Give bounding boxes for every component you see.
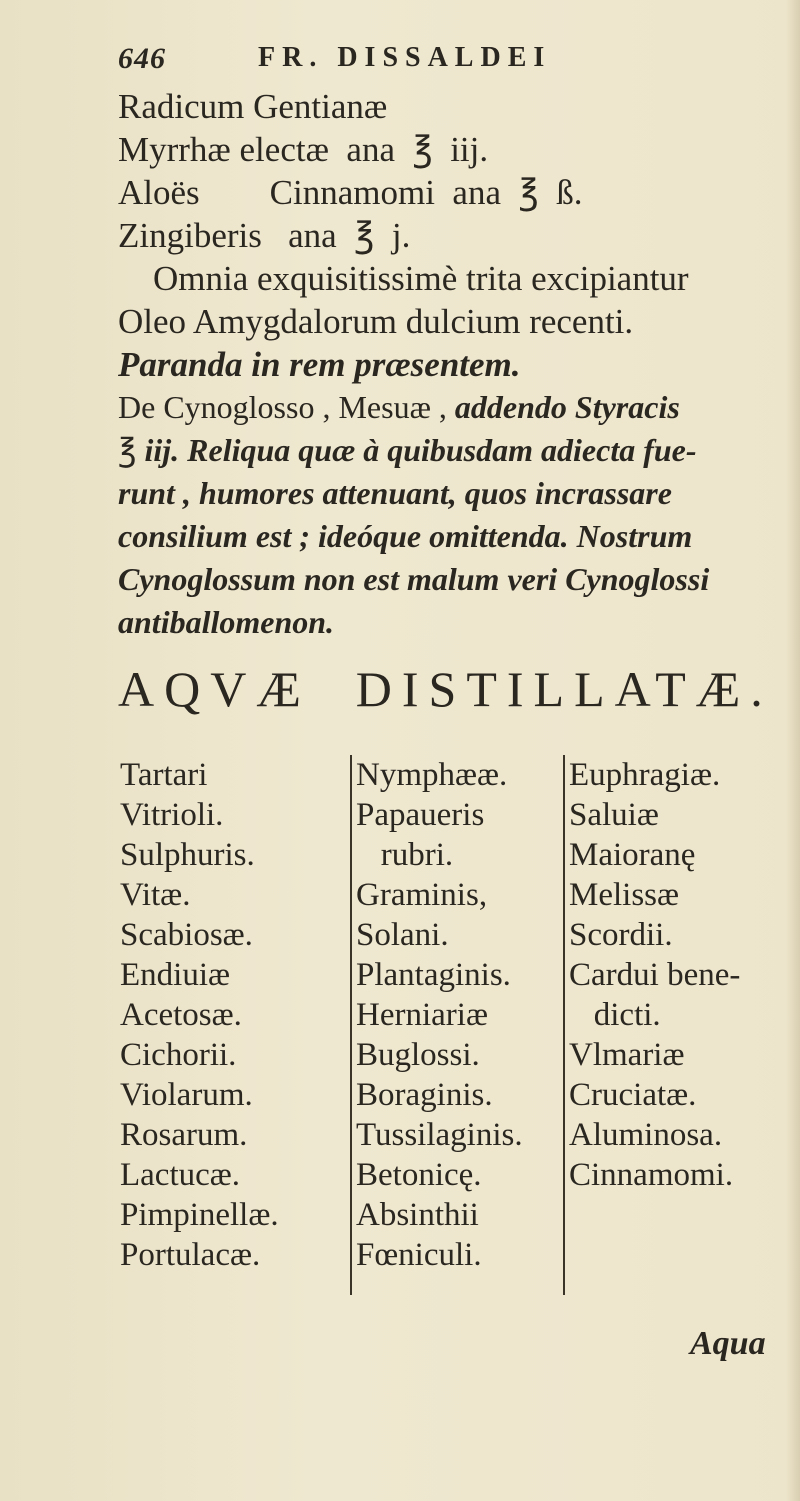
list-item: Cichorii. [120, 1037, 237, 1073]
list-item: Melissæ [569, 877, 680, 913]
recipe-line: Omnia exquisitissimè trita excipiantur [118, 259, 689, 298]
section-title: AQVÆ DISTILLATÆ. [118, 661, 773, 717]
page-edge-shadow [786, 0, 800, 1501]
list-item: Sulphuris. [120, 837, 255, 873]
list-item: Tussilaginis. [356, 1117, 523, 1153]
recipe-line: Oleo Amygdalorum dulcium recenti. [118, 302, 634, 341]
waters-column-3 [563, 755, 740, 1295]
paragraph-line: consilium est ; ideóque omittenda. Nostrum [118, 518, 693, 554]
page-header [118, 40, 658, 84]
list-item: Cruciatæ. [569, 1077, 697, 1113]
paragraph-line: ℥ iij. Reliqua quæ à quibusdam adiecta fue- [118, 432, 697, 468]
list-item: Absinthii [356, 1197, 479, 1233]
list-item: Buglossi. [356, 1037, 480, 1073]
list-item: Herniariæ [356, 997, 488, 1033]
list-item: dicti. [569, 997, 661, 1033]
list-item: Maioranę [569, 837, 696, 873]
recipe-line: Myrrhæ electæ ana ℥ iij. [118, 130, 489, 169]
recipe-line: Aloës Cinnamomi ana ℥ ß. [118, 173, 583, 212]
list-item: Endiuiæ [120, 957, 231, 993]
paragraph-line: antiballomenon. [118, 604, 335, 640]
list-item: Nymphææ. [356, 757, 508, 793]
list-item: Cardui bene- [569, 957, 741, 993]
waters-column-1 [120, 755, 279, 1275]
recipe-line: Zingiberis ana ℥ j. [118, 216, 411, 255]
list-item: Lactucæ. [120, 1157, 241, 1193]
list-item: Betonicę. [356, 1157, 482, 1193]
catchword: Aqua [690, 1325, 766, 1362]
list-item: Vitrioli. [120, 797, 224, 833]
list-item: Scordii. [569, 917, 673, 953]
recipe-closing: Paranda in rem præsentem. [118, 345, 521, 384]
list-item: Pimpinellæ. [120, 1197, 279, 1233]
paragraph-line: De Cynoglosso , Mesuæ , addendo Styracis [118, 389, 680, 425]
page-number: 646 [118, 42, 166, 75]
list-item: Graminis, [356, 877, 488, 913]
running-head: FR. DISSALDEI [258, 42, 552, 73]
list-item: rubri. [356, 837, 454, 873]
list-item: Solani. [356, 917, 449, 953]
list-item: Saluiæ [569, 797, 659, 833]
list-item: Rosarum. [120, 1117, 248, 1153]
list-item: Plantaginis. [356, 957, 511, 993]
paragraph-line: Cynoglossum non est malum veri Cynoglossi [118, 561, 710, 597]
list-item: Portulacæ. [120, 1237, 261, 1273]
list-item: Cinnamomi. [569, 1157, 734, 1193]
waters-column-2 [350, 755, 523, 1295]
list-item: Papaueris [356, 797, 485, 833]
recipe-line: Radicum Gentianæ [118, 87, 388, 126]
list-item: Vlmariæ [569, 1037, 685, 1073]
list-item: Tartari [120, 757, 208, 793]
list-item: Acetosæ. [120, 997, 242, 1033]
list-item: Vitæ. [120, 877, 191, 913]
list-item: Scabiosæ. [120, 917, 253, 953]
paragraph-line: runt , humores attenuant, quos incrassare [118, 475, 672, 511]
list-item: Boraginis. [356, 1077, 493, 1113]
list-item: Euphragiæ. [569, 757, 721, 793]
list-item: Aluminosa. [569, 1117, 723, 1153]
list-item: Fœniculi. [356, 1237, 482, 1273]
list-item: Violarum. [120, 1077, 253, 1113]
